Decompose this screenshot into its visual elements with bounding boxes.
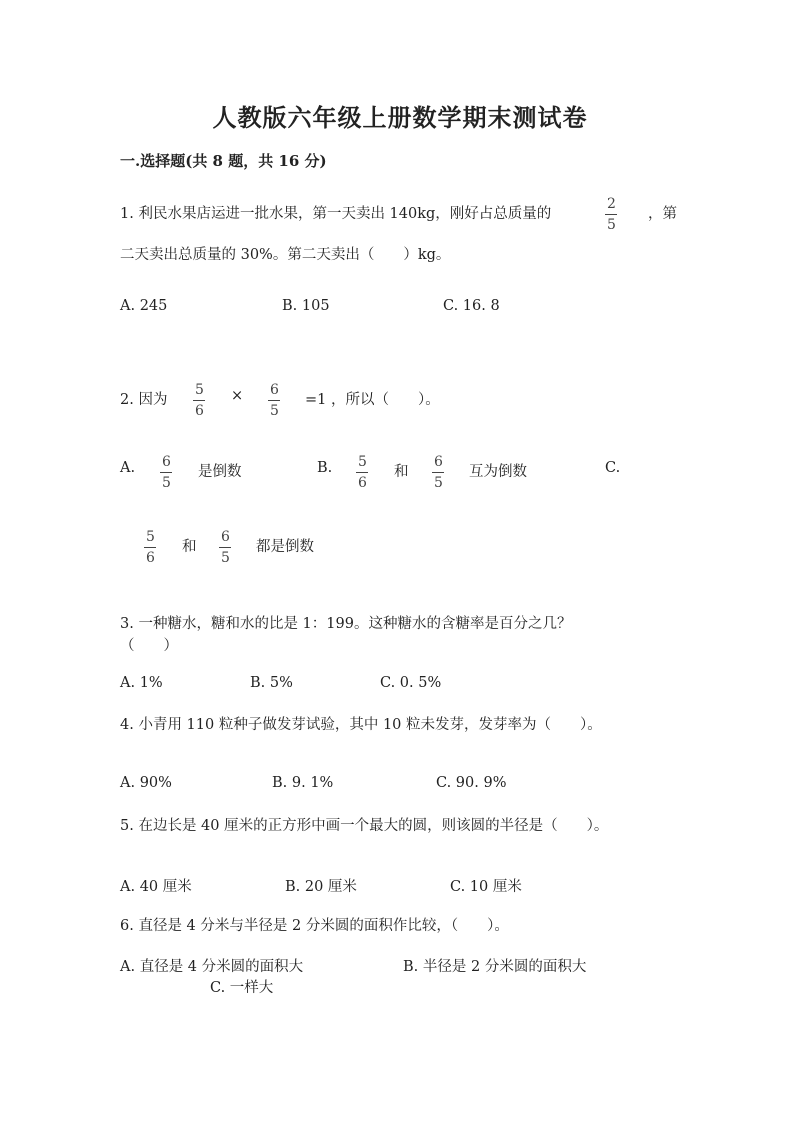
q2-fraction-2-denominator: 5: [270, 403, 279, 419]
q1-fraction-numerator: 2: [607, 196, 616, 212]
q2-times-sign: ×: [231, 388, 244, 404]
q2-fraction-1-denominator: 6: [195, 403, 204, 419]
q6-option-a[interactable]: A. 直径是 4 分米圆的面积大: [120, 959, 304, 975]
q2-option-c-label[interactable]: C.: [605, 460, 621, 476]
q5-option-b[interactable]: B. 20 厘米: [285, 879, 357, 895]
q2-option-a-label[interactable]: A.: [120, 460, 136, 476]
q1-option-b[interactable]: B. 105: [282, 298, 330, 314]
q1-option-c[interactable]: C. 16. 8: [443, 298, 500, 314]
q5-text: 5. 在边长是 40 厘米的正方形中画一个最大的圆，则该圆的半径是（ ）。: [120, 818, 609, 834]
q2-option-c-and: 和: [182, 539, 197, 555]
q2-option-c-text: 都是倒数: [256, 539, 314, 555]
q2-option-a-text: 是倒数: [198, 464, 242, 480]
q3-text-line1: 3. 一种糖水，糖和水的比是 1：199。这种糖水的含糖率是百分之几？: [120, 616, 572, 632]
q2-fraction-1-numerator: 5: [195, 382, 204, 398]
q4-option-b[interactable]: B. 9. 1%: [272, 775, 334, 791]
q2-option-a-numerator: 6: [162, 454, 171, 470]
q3-text-line2: （ ）: [120, 638, 178, 654]
q2-fraction-2-numerator: 6: [270, 382, 279, 398]
q2-option-c-fraction-2: [219, 530, 232, 565]
q2-option-c-fraction-1: [144, 530, 157, 565]
q3-option-a[interactable]: A. 1%: [120, 675, 163, 691]
q1-text-line1: 1. 利民水果店运进一批水果，第一天卖出 140kg，刚好占总质量的: [120, 206, 552, 222]
q6-option-c[interactable]: C. 一样大: [210, 980, 274, 996]
q2-option-b-numerator-1: 5: [358, 454, 367, 470]
page-title: 人教版六年级上册数学期末测试卷: [212, 103, 588, 132]
q6-option-b[interactable]: B. 半径是 2 分米圆的面积大: [403, 959, 587, 975]
q4-text: 4. 小青用 110 粒种子做发芽试验，其中 10 粒未发芽，发芽率为（ ）。: [120, 717, 602, 733]
q2-option-a-fraction: [160, 455, 173, 490]
q5-option-a[interactable]: A. 40 厘米: [120, 879, 192, 895]
q2-option-b-text: 互为倒数: [469, 464, 527, 480]
q2-prefix: 2. 因为: [120, 392, 168, 408]
q1-fraction: [605, 197, 618, 232]
q4-option-a[interactable]: A. 90%: [120, 775, 172, 791]
q2-suffix: =1 ，所以（ ）。: [305, 392, 440, 408]
q2-option-b-fraction-1: [356, 455, 369, 490]
q2-option-b-denominator-2: 5: [434, 475, 443, 491]
q2-fraction-2: [268, 383, 281, 418]
q1-text-line2: 二天卖出总质量的 30%。第二天卖出（ ）kg。: [120, 247, 451, 263]
q2-option-c-numerator-1: 5: [146, 529, 155, 545]
q4-option-c[interactable]: C. 90. 9%: [436, 775, 507, 791]
section-heading: 一.选择题(共 8 题，共 16 分): [120, 152, 327, 170]
q3-option-c[interactable]: C. 0. 5%: [380, 675, 442, 691]
q2-option-c-numerator-2: 6: [221, 529, 230, 545]
q1-option-a[interactable]: A. 245: [120, 298, 168, 314]
q2-option-c-denominator-1: 6: [146, 550, 155, 566]
q1-text-line1-end: ，第: [648, 206, 677, 222]
q2-option-b-label[interactable]: B.: [317, 460, 333, 476]
q2-option-c-denominator-2: 5: [221, 550, 230, 566]
q2-fraction-1: [193, 383, 206, 418]
q5-option-c[interactable]: C. 10 厘米: [450, 879, 522, 895]
q3-option-b[interactable]: B. 5%: [250, 675, 293, 691]
q1-fraction-denominator: 5: [607, 217, 616, 233]
q2-option-b-numerator-2: 6: [434, 454, 443, 470]
q2-option-b-and: 和: [394, 464, 409, 480]
q2-option-a-denominator: 5: [162, 475, 171, 491]
q6-text: 6. 直径是 4 分米与半径是 2 分米圆的面积作比较，（ ）。: [120, 918, 509, 934]
q2-option-b-fraction-2: [432, 455, 445, 490]
q2-option-b-denominator-1: 6: [358, 475, 367, 491]
